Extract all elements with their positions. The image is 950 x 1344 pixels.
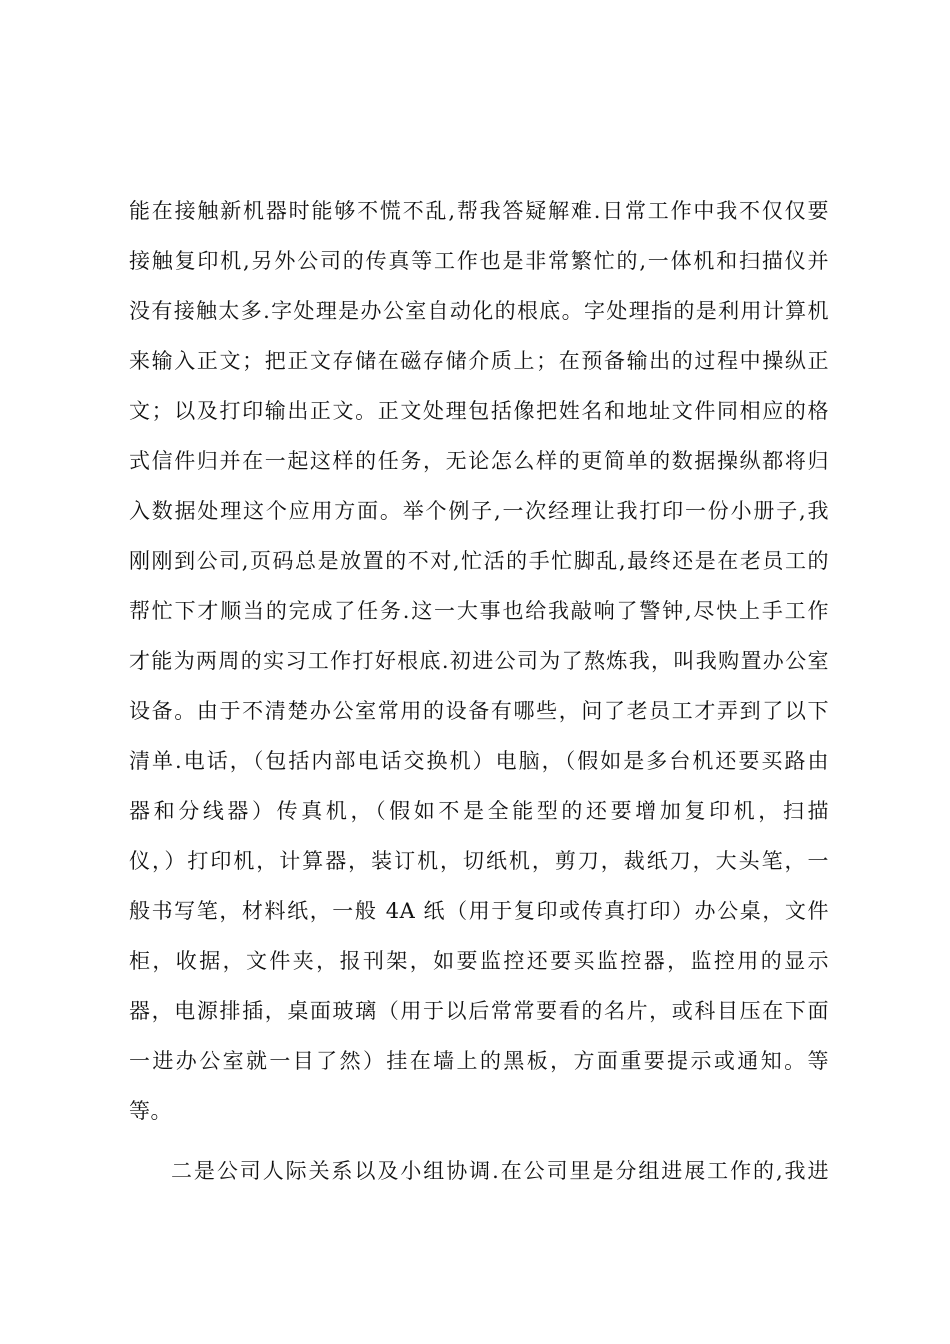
text-line: 一进办公室就一目了然）挂在墙上的黑板，方面重要提示或通知。等 [129,1049,829,1073]
body-text [129,186,829,1196]
text-line: 来输入正文；把正文存储在磁存储介质上；在预备输出的过程中操纵正 [129,349,829,373]
text-line: 器，电源排插，桌面玻璃（用于以后常常要看的名片，或科目压在下面 [129,999,829,1023]
text-line: 等。 [129,1099,172,1123]
text-line: 仪，）打印机，计算器，装订机，切纸机，剪刀，裁纸刀，大头笔，一 [129,849,829,873]
text-line: 入数据处理这个应用方面。举个例子,一次经理让我打印一份小册子,我 [129,499,829,523]
paragraph-2 [129,1146,829,1196]
text-line: 器和分线器）传真机，（假如不是全能型的还要增加复印机，扫描 [129,799,829,823]
text-line: 二是公司人际关系以及小组协调.在公司里是分组进展工作的,我进 [171,1159,829,1183]
text-line: 文；以及打印输出正文。正文处理包括像把姓名和地址文件同相应的格 [129,399,829,423]
text-line: 柜，收据，文件夹，报刊架，如要监控还要买监控器，监控用的显示 [129,949,829,973]
paragraph-gap [129,1136,829,1146]
text-line: 设备。由于不清楚办公室常用的设备有哪些，问了老员工才弄到了以下 [129,699,829,723]
text-line: 般书写笔，材料纸，一般 4A 纸（用于复印或传真打印）办公桌，文件 [129,899,829,923]
text-line: 帮忙下才顺当的完成了任务.这一大事也给我敲响了警钟,尽快上手工作 [129,599,829,623]
text-line: 没有接触太多.字处理是办公室自动化的根底。字处理指的是利用计算机 [129,299,829,323]
text-line: 能在接触新机器时能够不慌不乱,帮我答疑解难.日常工作中我不仅仅要 [129,199,829,223]
text-line: 接触复印机,另外公司的传真等工作也是非常繁忙的,一体机和扫描仪并 [129,249,829,273]
paragraph-1 [129,186,829,1136]
text-line: 才能为两周的实习工作打好根底.初进公司为了熬炼我，叫我购置办公室 [129,649,829,673]
text-line: 刚刚到公司,页码总是放置的不对,忙活的手忙脚乱,最终还是在老员工的 [129,549,829,573]
text-line: 清单.电话，（包括内部电话交换机）电脑，（假如是多台机还要买路由 [129,749,829,773]
text-line: 式信件归并在一起这样的任务，无论怎么样的更简单的数据操纵都将归 [129,449,829,473]
